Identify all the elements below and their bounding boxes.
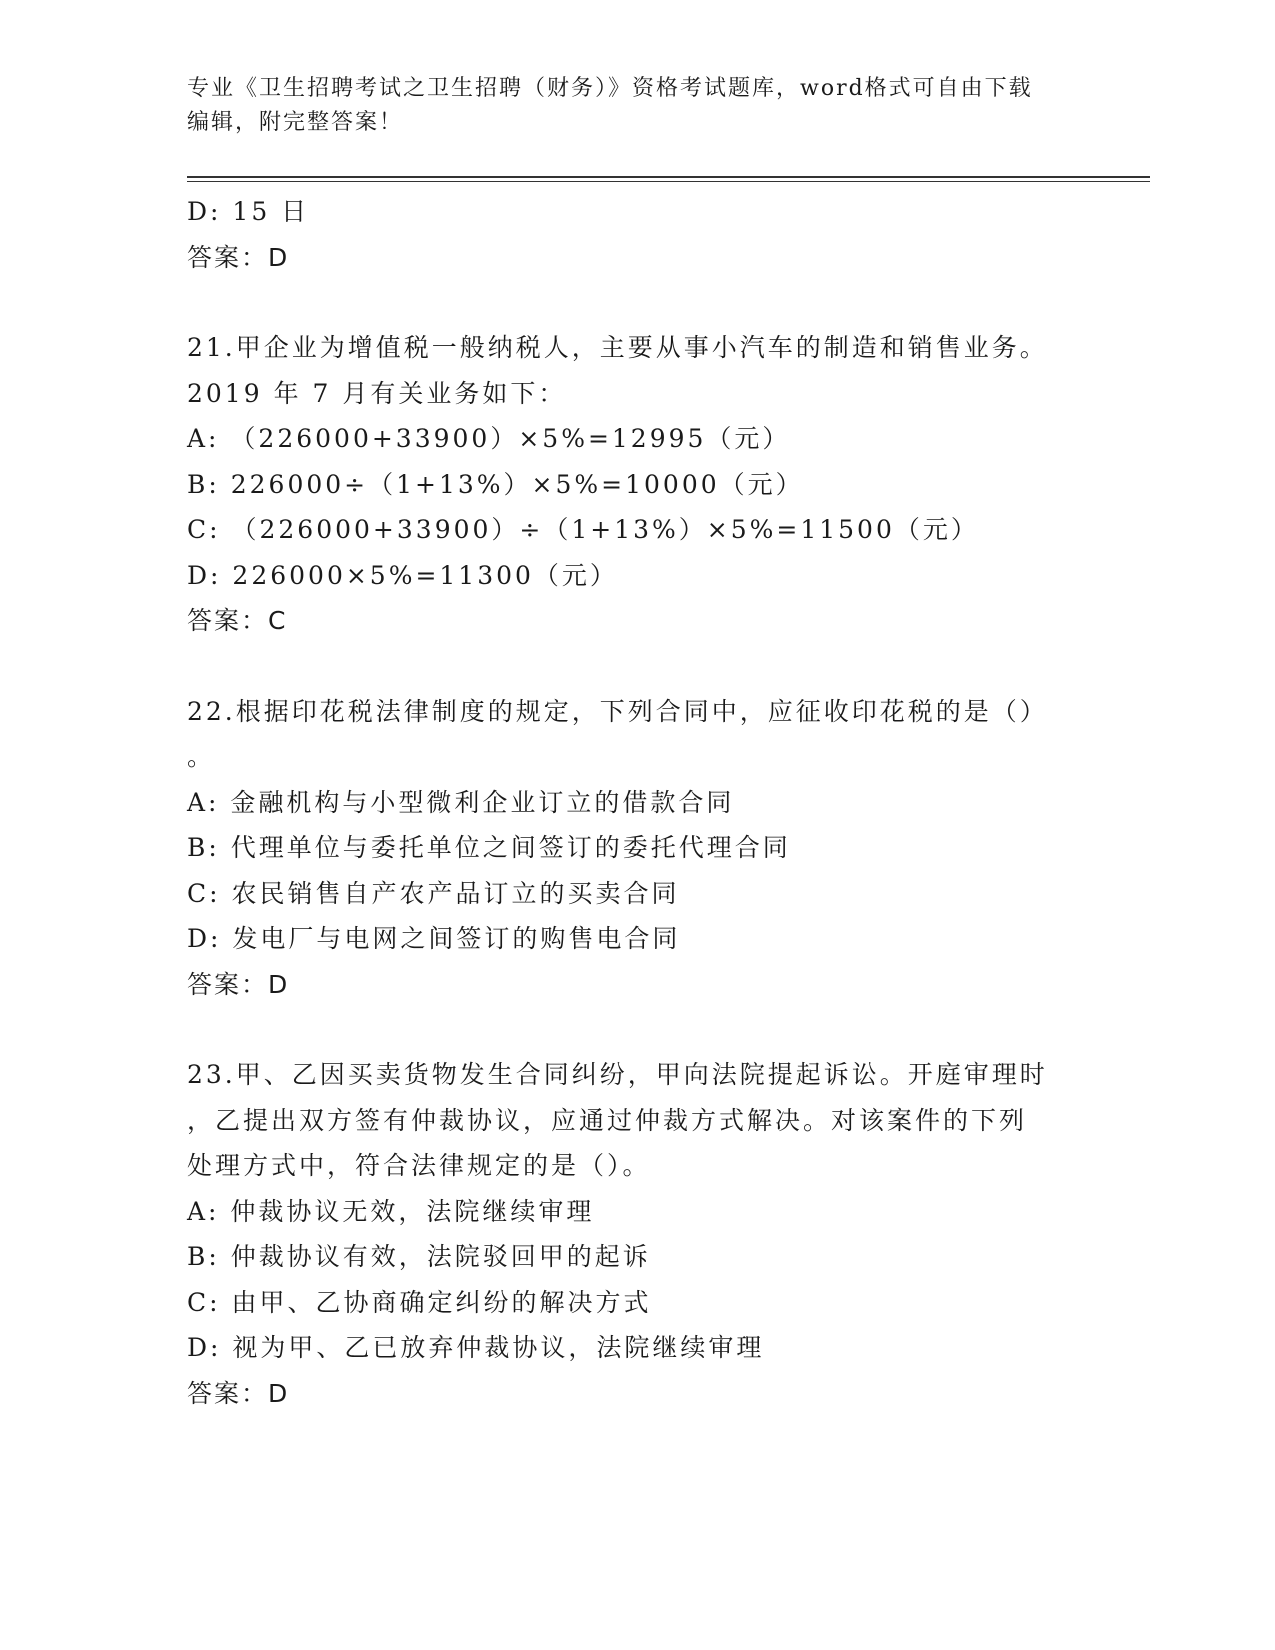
option-c: C: （226000+33900）÷（1+13%）×5%=11500（元） [187, 515, 979, 544]
option-d: D: 发电厂与电网之间签订的购售电合同 [187, 924, 681, 953]
question-stem-line: 处理方式中，符合法律规定的是（）。 [187, 1151, 651, 1180]
option-b: B: 仲裁协议有效，法院驳回甲的起诉 [187, 1242, 651, 1271]
spacer [187, 280, 1117, 325]
spacer [187, 1007, 1117, 1052]
question-stem-line: 23.甲、乙因买卖货物发生合同纠纷，甲向法院提起诉讼。开庭审理时 [187, 1060, 1048, 1089]
option-b: B: 226000÷（1+13%）×5%=10000（元） [187, 469, 804, 499]
document-body [187, 189, 1117, 1416]
header-divider-thick [187, 176, 1150, 178]
header-line-2: 编辑，附完整答案！ [187, 110, 404, 135]
option-a: A: 金融机构与小型微利企业订立的借款合同 [187, 787, 735, 817]
question-21 [187, 325, 1117, 644]
question-stem-line: 。 [187, 742, 216, 771]
option-c: C: 由甲、乙协商确定纠纷的解决方式 [187, 1287, 652, 1317]
option-a: A: （226000+33900）×5%=12995（元） [187, 424, 791, 453]
question-stem-line: 2019 年 7 月有关业务如下： [187, 378, 567, 408]
lead-answer: 答案：D [187, 242, 290, 272]
answer-line: 答案：D [187, 1378, 290, 1408]
question-23 [187, 1052, 1117, 1416]
spacer [187, 644, 1117, 689]
option-b: B: 代理单位与委托单位之间签订的委托代理合同 [187, 833, 791, 862]
question-stem-line: ，乙提出双方签有仲裁协议，应通过仲裁方式解决。对该案件的下列 [187, 1105, 1028, 1135]
page-header [187, 72, 1087, 140]
option-a: A: 仲裁协议无效，法院继续审理 [187, 1196, 595, 1226]
option-d: D: 226000×5%=11300（元） [187, 560, 618, 590]
question-22 [187, 689, 1117, 1008]
answer-line: 答案：C [187, 606, 288, 635]
lead-option-d: D: 15 日 [187, 197, 310, 226]
header-divider-thin [187, 181, 1150, 182]
question-stem-line: 21.甲企业为增值税一般纳税人，主要从事小汽车的制造和销售业务。 [187, 333, 1048, 362]
header-line-1: 专业《卫生招聘考试之卫生招聘（财务）》资格考试题库，word格式可自由下载 [187, 76, 1033, 101]
answer-line: 答案：D [187, 969, 290, 999]
option-d: D: 视为甲、乙已放弃仲裁协议，法院继续审理 [187, 1333, 765, 1362]
question-stem-line: 22.根据印花税法律制度的规定，下列合同中，应征收印花税的是（） [187, 696, 1048, 726]
option-c: C: 农民销售自产农产品订立的买卖合同 [187, 878, 680, 908]
